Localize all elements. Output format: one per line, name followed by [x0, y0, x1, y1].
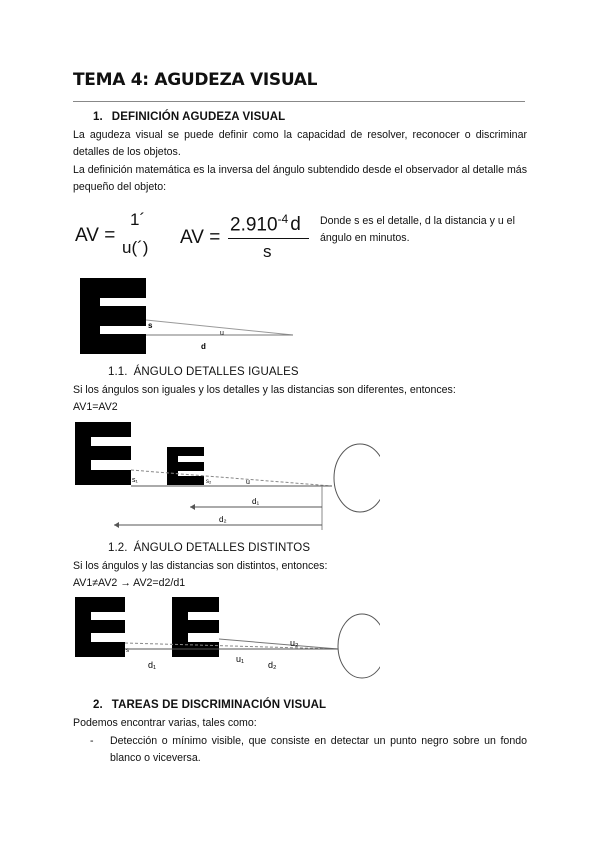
label-u: u	[220, 330, 224, 337]
label-d1: d₁	[148, 660, 157, 670]
formula-2-exponent: -4	[277, 212, 289, 226]
diagram-different-angles	[70, 594, 380, 679]
section-1-title: DEFINICIÓN AGUDEZA VISUAL	[111, 111, 286, 123]
label-u2: u₂	[290, 638, 299, 648]
formula-1-lhs: AV =	[75, 225, 116, 246]
section-1-2-equation: AV1≠AV2 → AV2=d2/d1	[73, 577, 186, 589]
formula-2-base: 2.910	[230, 214, 278, 236]
letter-e-glyph	[80, 278, 146, 354]
first-letter-e-glyph	[75, 597, 125, 657]
formula-2-fraction-bar	[228, 238, 309, 239]
section-1-1-paragraph: Si los ángulos son iguales y los detalles y las distancias son diferentes, entonces:	[73, 384, 456, 396]
label-s2: s₂	[206, 479, 212, 485]
section-1-1-number: 1.1.	[108, 366, 128, 378]
label-s: s	[126, 648, 129, 654]
list-bullet: -	[90, 735, 94, 747]
formula-note: Donde s es el detalle, d la distancia y u el ángulo en minutos.	[320, 215, 515, 244]
label-d2: d₂	[219, 515, 227, 524]
label-d: d	[201, 342, 206, 351]
formula-1-numerator: 1´	[130, 210, 146, 229]
section-2-number: 2.	[93, 699, 103, 711]
label-d2: d₂	[268, 660, 277, 670]
section-1-2-heading	[108, 542, 310, 554]
formula-2-tail: d	[290, 214, 301, 236]
section-1-2-paragraph: Si los ángulos y las distancias son distintos, entonces:	[73, 560, 328, 572]
label-d1: d₁	[252, 497, 260, 506]
eye-icon	[334, 444, 380, 512]
section-1-paragraph-1: La agudeza visual se puede definir como la capacidad de resolver, reconocer o discriminar detalles de los objetos.	[73, 129, 527, 158]
section-1-1-title: ÁNGULO DETALLES IGUALES	[133, 366, 299, 378]
section-1-paragraph-2: La definición matemática es la inversa del ángulo subtendido desde el observador al detalle más pequeño del objeto:	[73, 164, 527, 193]
formula-1-denominator: u(´)	[122, 238, 149, 257]
label-s1: s₁	[132, 477, 138, 484]
list-item-text: Detección o mínimo visible, que consiste en detectar un punto negro sobre un fondo blanco o viceversa.	[110, 735, 527, 764]
diagram-angle	[78, 276, 303, 356]
formula-2-lhs: AV =	[180, 227, 221, 248]
page-title: TEMA 4: AGUDEZA VISUAL	[73, 70, 318, 90]
ray-second	[219, 639, 338, 649]
label-u1: u₁	[236, 654, 245, 664]
list-item	[90, 733, 527, 767]
large-letter-e-glyph	[75, 422, 131, 485]
section-2-paragraph: Podemos encontrar varias, tales como:	[73, 717, 257, 729]
small-letter-e-glyph	[167, 447, 204, 485]
section-1-1-equation: AV1=AV2	[73, 401, 118, 413]
label-u: u	[246, 479, 250, 486]
section-2-title: TAREAS DE DISCRIMINACIÓN VISUAL	[111, 699, 327, 711]
diagram-equal-angles	[70, 420, 380, 530]
section-1-2-number: 1.2.	[108, 542, 128, 554]
second-letter-e-glyph	[172, 597, 219, 657]
section-1-number: 1.	[93, 111, 103, 123]
distance-d1-arrow	[190, 504, 195, 510]
formula-2-numerator	[230, 212, 301, 236]
section-1-2-title: ÁNGULO DETALLES DISTINTOS	[133, 542, 311, 554]
label-s: s	[148, 321, 153, 330]
section-1-heading	[93, 111, 285, 123]
title-divider	[73, 101, 525, 102]
ray-upper	[131, 470, 332, 486]
formula-2-denominator: s	[263, 242, 272, 261]
eye-icon	[338, 614, 380, 678]
distance-d2-arrow	[114, 522, 119, 528]
section-2-heading	[93, 699, 326, 711]
section-1-1-heading	[108, 366, 299, 378]
